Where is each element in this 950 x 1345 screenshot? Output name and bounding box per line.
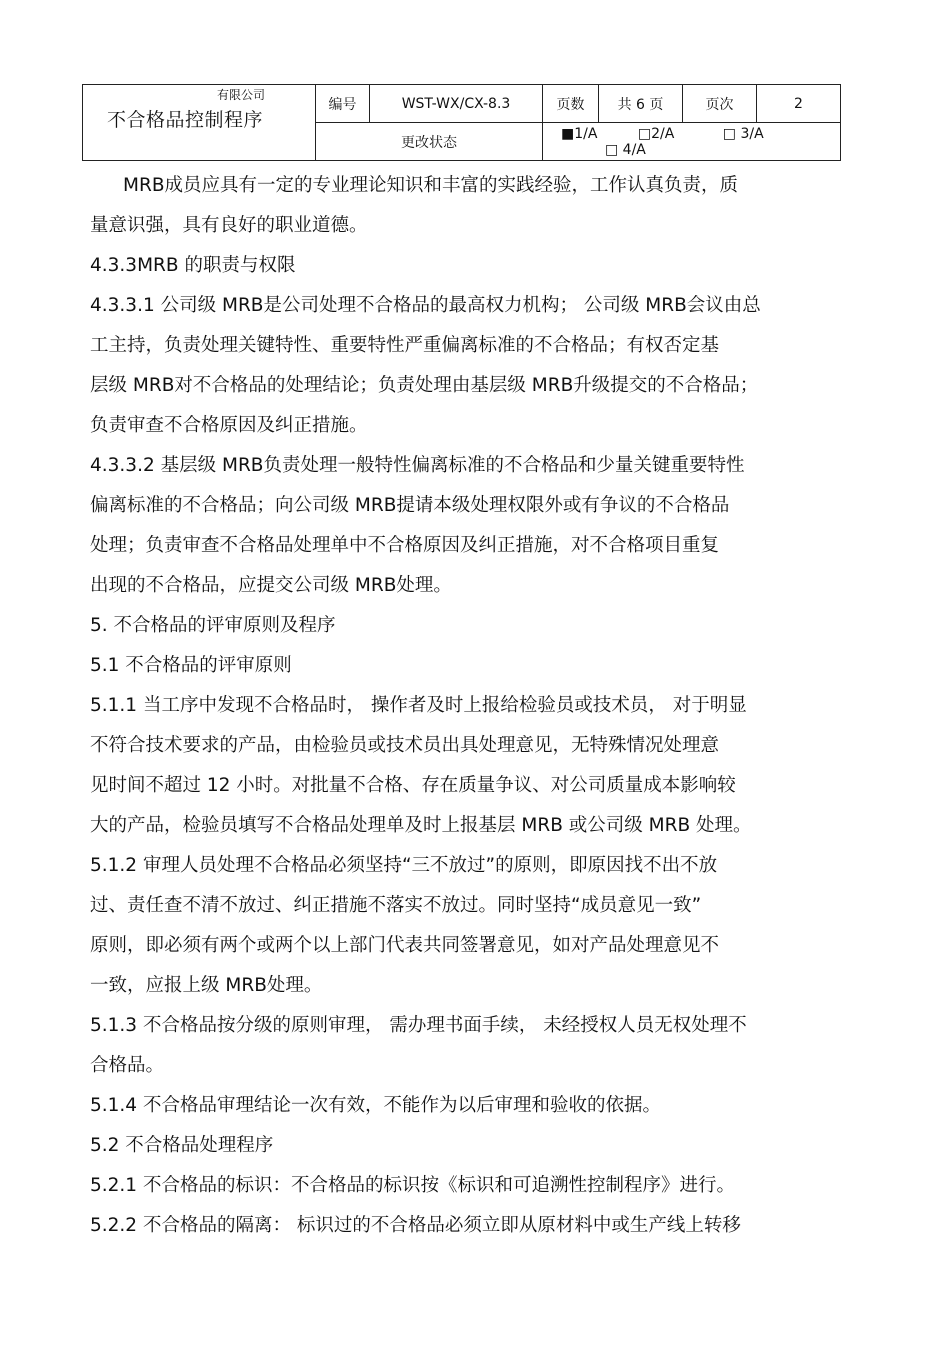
title-cell [83,85,316,161]
document-title: 不合格品控制程序 [107,109,264,131]
paragraph-line: 原则，即必须有两个或两个以上部门代表共同签署意见，如对产品处理意见不 [90,935,720,956]
code-label: 编号 [316,85,370,123]
revision-status [543,123,841,161]
document-body [90,166,870,1246]
paragraph-line: 4.3.3.2 基层级 MRB负责处理一般特性偏离标准的不合格品和少量关键重要特性 [90,455,745,476]
paragraph-line: 出现的不合格品，应提交公司级 MRB处理。 [90,575,452,596]
paragraph-line: 处理；负责审查不合格品处理单中不合格原因及纠正措施，对不合格项目重复 [90,535,720,556]
paragraph-line: 5.2.2 不合格品的隔离： 标识过的不合格品必须立即从原材料中或生产线上转移 [90,1215,741,1236]
paragraph-line: 量意识强，具有良好的职业道德。 [90,215,368,236]
paragraph-line: 不符合技术要求的产品，由检验员或技术员出具处理意见，无特殊情况处理意 [90,735,720,756]
pages-value: 共 6 页 [599,85,683,123]
paragraph-line: 5.2.1 不合格品的标识：不合格品的标识按《标识和可追溯性控制程序》进行。 [90,1175,735,1196]
paragraph-line: 大的产品，检验员填写不合格品处理单及时上报基层 MRB 或公司级 MRB 处理。 [90,815,752,836]
paragraph-line: 见时间不超过 12 小时。对批量不合格、存在质量争议、对公司质量成本影响较 [90,775,736,796]
revision-label: 更改状态 [316,123,543,161]
document-header-table [82,84,841,161]
paragraph-line: 过、责任查不清不放过、纠正措施不落实不放过。同时坚持“成员意见一致” [90,895,702,916]
paragraph-line: 合格品。 [90,1055,165,1076]
section-heading: 4.3.3MRB 的职责与权限 [90,255,296,276]
revision-1: ■1/A [561,125,598,142]
page-label: 页次 [683,85,757,123]
revision-4: □ 4/A [605,141,646,158]
revision-2: □2/A [637,125,675,142]
paragraph-line: 负责审查不合格原因及纠正措施。 [90,415,368,436]
paragraph-line: 5.1.1 当工序中发现不合格品时， 操作者及时上报给检验员或技术员， 对于明显 [90,695,747,716]
pages-label: 页数 [543,85,599,123]
section-heading: 5.1 不合格品的评审原则 [90,655,292,676]
paragraph-line: 层级 MRB对不合格品的处理结论；负责处理由基层级 MRB升级提交的不合格品； [90,375,759,396]
revision-3: □ 3/A [722,125,764,142]
company-name: 有限公司 [217,88,266,102]
paragraph-line: 5.1.4 不合格品审理结论一次有效，不能作为以后审理和验收的依据。 [90,1095,661,1116]
paragraph-line: 4.3.3.1 公司级 MRB是公司处理不合格品的最高权力机构； 公司级 MRB会议由总 [90,295,761,316]
paragraph-line: 5.1.3 不合格品按分级的原则审理， 需办理书面手续， 未经授权人员无权处理不 [90,1015,747,1036]
code-value: WST-WX/CX-8.3 [370,85,543,123]
paragraph-line: MRB成员应具有一定的专业理论知识和丰富的实践经验，工作认真负责，质 [123,175,739,196]
paragraph-line: 偏离标准的不合格品；向公司级 MRB提请本级处理权限外或有争议的不合格品 [90,495,730,516]
paragraph-line: 一致，应报上级 MRB处理。 [90,975,323,996]
paragraph-line: 5.1.2 审理人员处理不合格品必须坚持“三不放过”的原则，即原因找不出不放 [90,855,718,876]
section-heading: 5.2 不合格品处理程序 [90,1135,274,1156]
paragraph-line: 工主持，负责处理关键特性、重要特性严重偏离标准的不合格品；有权否定基 [90,335,720,356]
page-value: 2 [757,85,841,123]
section-heading: 5. 不合格品的评审原则及程序 [90,615,336,636]
